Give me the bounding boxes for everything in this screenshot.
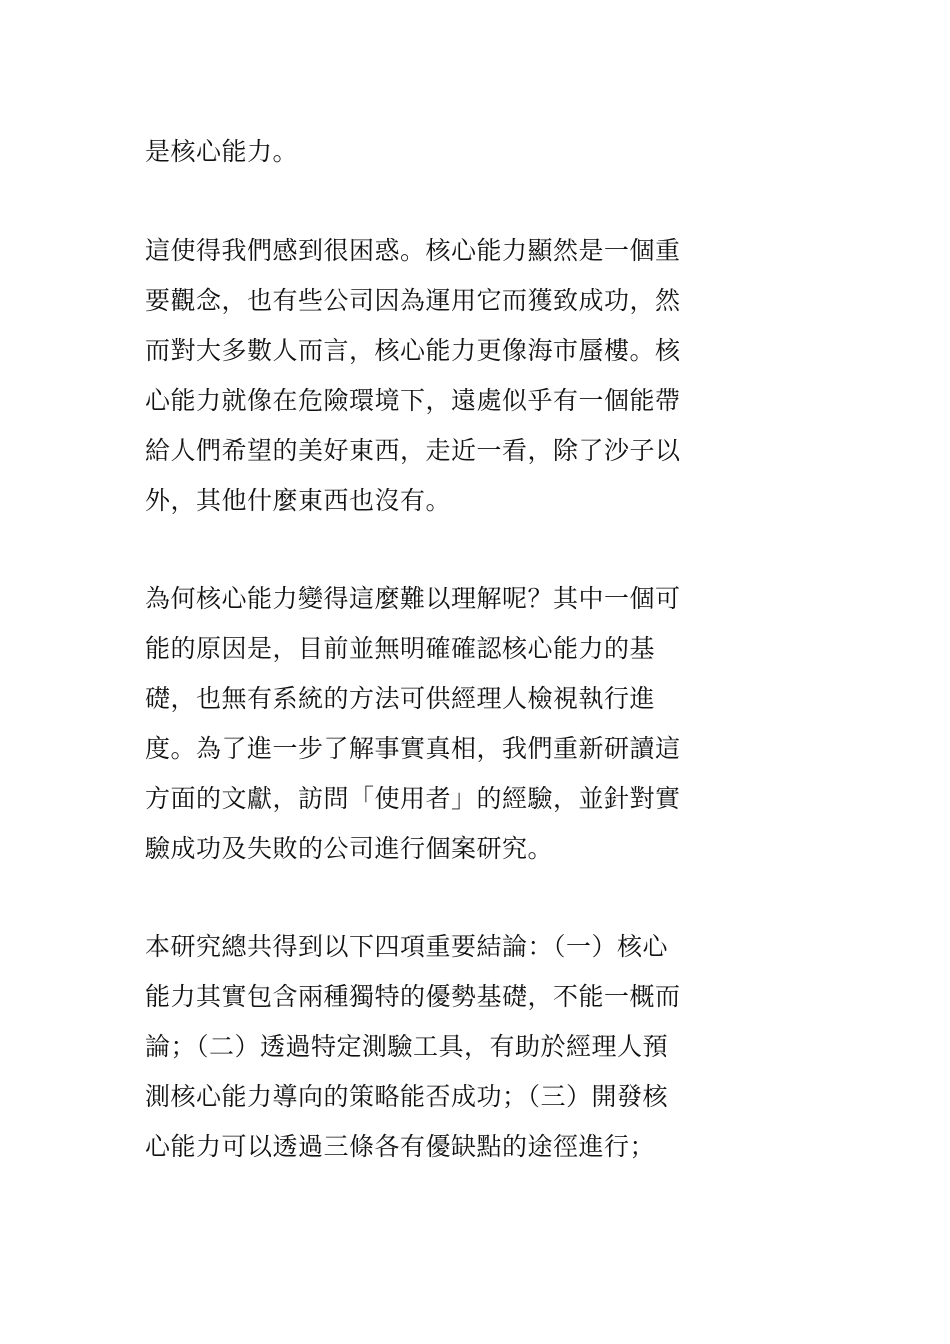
- text-line: 能的原因是，目前並無明確確認核心能力的基: [145, 634, 656, 663]
- text-line: 心能力可以透過三條各有優缺點的途徑進行；: [145, 1132, 656, 1161]
- text-line: 能力其實包含兩種獨特的優勢基礎，不能一概而: [145, 982, 681, 1011]
- text-line: 驗成功及失敗的公司進行個案研究。: [145, 834, 554, 863]
- text-line: 礎，也無有系統的方法可供經理人檢視執行進: [145, 684, 656, 713]
- text-line: 心能力就像在危險環境下，遠處似乎有一個能帶: [145, 386, 681, 415]
- text-line: 給人們希望的美好東西，走近一看，除了沙子以: [145, 436, 681, 465]
- text-line: 要觀念，也有些公司因為運用它而獲致成功，然: [145, 286, 681, 315]
- text-line: 這使得我們感到很困惑。核心能力顯然是一個重: [145, 236, 681, 265]
- text-line: 測核心能力導向的策略能否成功；（三）開發核: [145, 1082, 669, 1111]
- text-line: 是核心能力。: [145, 137, 299, 166]
- text-line: 為何核心能力變得這麼難以理解呢？其中一個可: [145, 584, 681, 613]
- text-line: 本研究總共得到以下四項重要結論：（一）核心: [145, 932, 669, 961]
- text-line: 而對大多數人而言，核心能力更像海市蜃樓。核: [145, 336, 681, 365]
- text-line: 論；（二）透過特定測驗工具，有助於經理人預: [145, 1032, 669, 1061]
- text-line: 度。為了進一步了解事實真相，我們重新研讀這: [145, 734, 681, 763]
- text-line: 外，其他什麼東西也沒有。: [145, 486, 452, 515]
- text-line: 方面的文獻，訪問「使用者」的經驗，並針對實: [145, 784, 681, 813]
